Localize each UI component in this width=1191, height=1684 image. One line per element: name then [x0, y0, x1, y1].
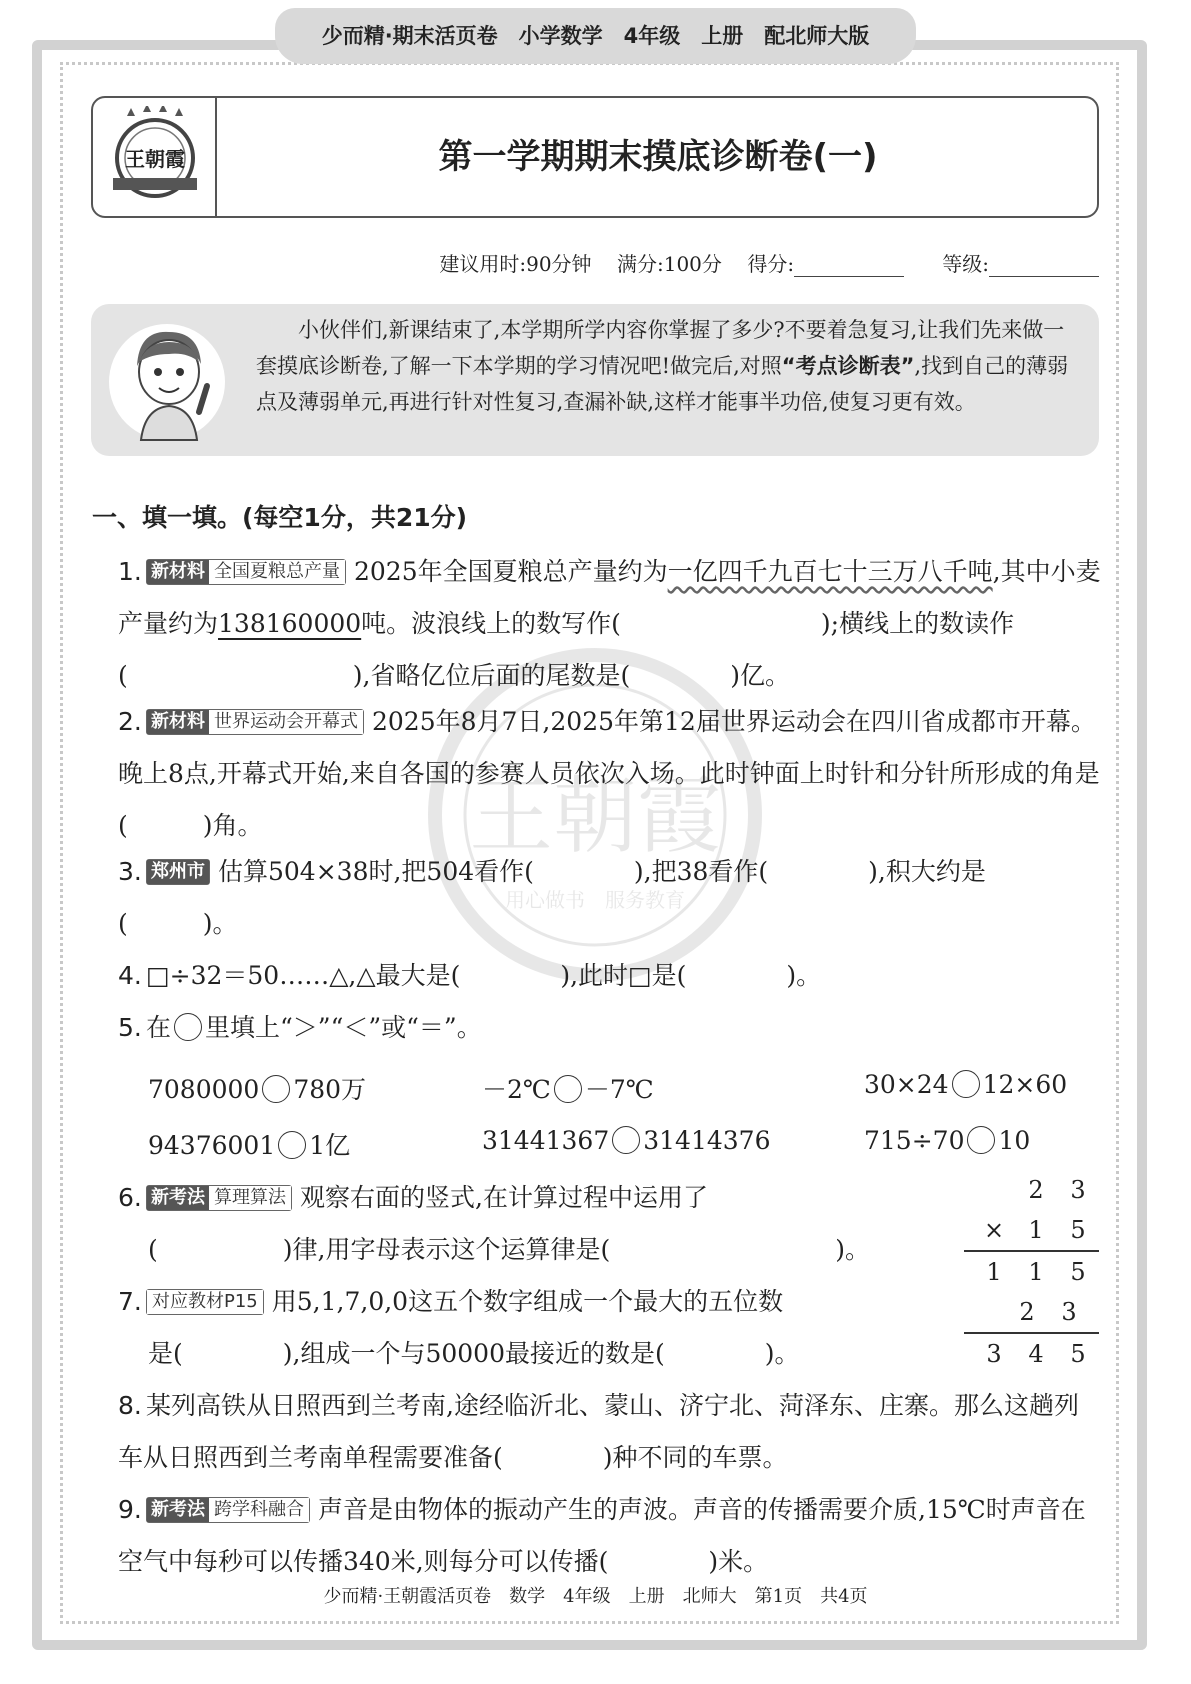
compare-item: 715÷70 10 [864, 1126, 1031, 1155]
intro-text [256, 312, 1079, 420]
q5-text-a: 在 [146, 1013, 172, 1042]
question-number: 2. [118, 707, 142, 736]
watermark-name: 王朝霞 [468, 767, 722, 865]
compare-item: 31441367 31414376 [482, 1126, 771, 1155]
underlined-number: 138160000 [218, 609, 362, 638]
question-3 [118, 846, 1103, 950]
question-number: 4. [118, 961, 142, 990]
answer-circle[interactable] [952, 1070, 980, 1098]
exam-meta [439, 248, 1099, 277]
time-suggestion: 建议用时:90分钟 [439, 252, 592, 276]
tag-region: 郑州市 [147, 860, 209, 884]
vertical-multiplication: 2 3 × 1 5 1 1 5 2 3 3 4 5 [964, 1170, 1099, 1374]
q5-text-b: 里填上“＞”“＜”或“＝”。 [205, 1013, 482, 1042]
question-number: 7. [118, 1287, 142, 1316]
compare-item: 7080000 780万 [148, 1075, 367, 1104]
header-banner: 少而精·期末活页卷 小学数学 4年级 上册 配北师大版 [275, 8, 916, 64]
answer-circle[interactable] [612, 1126, 640, 1154]
tag-type: 新考法 [147, 1186, 209, 1210]
page-title: 第一学期期末摸底诊断卷(一) [438, 137, 878, 177]
q2-text: 2025年8月7日,2025年第12届世界运动会在四川省成都市开幕。晚上8点,开幕式开始,来自各国的参赛人员依次入场。此时钟面上时针和分针所形成的角是( )角。 [118, 707, 1100, 840]
question-1 [118, 546, 1103, 702]
question-number: 8. [118, 1391, 142, 1420]
question-tag [146, 709, 364, 735]
q7-line2: 是( ),组成一个与50000最接近的数是( )。 [148, 1339, 800, 1368]
question-6 [118, 1172, 938, 1276]
question-9 [118, 1484, 1103, 1588]
question-8 [118, 1380, 1103, 1484]
compare-item: －2℃ －7℃ [482, 1075, 654, 1104]
q7-line1: 用5,1,7,0,0这五个数字组成一个最大的五位数 [271, 1287, 784, 1316]
tag-topic: 世界运动会开幕式 [209, 710, 363, 734]
question-4 [118, 950, 1103, 1002]
logo-icon [107, 106, 203, 206]
question-tag [146, 1185, 292, 1211]
compare-circle [174, 1013, 202, 1041]
boy-avatar-icon [107, 316, 227, 446]
q4-text: □÷32＝50……△,△最大是( ),此时□是( )。 [146, 961, 822, 990]
wavy-underlined-number: 一亿四千九百七十三万八千吨 [667, 557, 993, 586]
q9-text: 声音是由物体的振动产生的声波。声音的传播需要介质,15℃时声音在空气中每秒可以传播340米,则每分可以传播( )米。 [118, 1495, 1086, 1576]
tag-topic: 全国夏粮总产量 [209, 560, 345, 584]
tag-type: 新考法 [147, 1498, 209, 1522]
intro-box [91, 304, 1099, 456]
q1-text-c: 吨。波浪线上的数写作( );横线上的数读作( ),省略亿位后面的尾数是( )亿。 [118, 609, 1015, 690]
answer-circle[interactable] [278, 1131, 306, 1159]
question-number: 6. [118, 1183, 142, 1212]
answer-circle[interactable] [262, 1075, 290, 1103]
q1-text-a: 2025年全国夏粮总产量约为 [354, 557, 668, 586]
grade-label: 等级: [942, 252, 989, 276]
answer-circle[interactable] [967, 1126, 995, 1154]
full-score: 满分:100分 [616, 252, 722, 276]
score-label: 得分: [747, 252, 795, 276]
q6-line2: ( )律,用字母表示这个运算律是( )。 [148, 1235, 870, 1264]
question-tag [146, 859, 210, 885]
question-number: 9. [118, 1495, 142, 1524]
question-7 [118, 1276, 938, 1380]
q1-text-b: ,其中小麦产量约为 [118, 557, 1101, 638]
q6-line1: 观察右面的竖式,在计算过程中运用了 [300, 1183, 708, 1212]
tag-type: 新材料 [147, 560, 209, 584]
question-2 [118, 696, 1103, 852]
answer-circle[interactable] [554, 1075, 582, 1103]
page-footer: 少而精·王朝霞活页卷 数学 4年级 上册 北师大 第1页 共4页 [323, 1586, 868, 1607]
question-tag [146, 559, 346, 585]
tag-topic: 算理算法 [209, 1186, 291, 1210]
q3-text: 估算504×38时,把504看作( ),把38看作( ),积大约是( )。 [118, 857, 986, 938]
section-heading: 一、填一填。(每空1分，共21分) [92, 503, 468, 532]
compare-item: 94376001 1亿 [148, 1131, 351, 1160]
question-number: 5. [118, 1013, 142, 1042]
compare-item: 30×24 12×60 [864, 1070, 1068, 1099]
question-5 [118, 1002, 1103, 1054]
question-number: 3. [118, 857, 142, 886]
question-tag [146, 1497, 310, 1523]
watermark-slogan: 用心做书 服务教育 [505, 888, 685, 912]
tag-textbook: 对应教材P15 [147, 1290, 263, 1314]
q8-text: 某列高铁从日照西到兰考南,途经临沂北、蒙山、济宁北、菏泽东、庄寨。那么这趟列车从日照西到兰考南单程需要准备( )种不同的车票。 [118, 1391, 1079, 1472]
tag-topic: 跨学科融合 [209, 1498, 309, 1522]
question-tag [146, 1289, 264, 1315]
intro-part2: ,找到自己的薄弱点及薄弱单元,再进行针对性复习,查漏补缺,这样才能事半功倍,使复习更有效。 [256, 354, 1069, 414]
intro-part1: 小伙伴们,新课结束了,本学期所学内容你掌握了多少?不要着急复习,让我们先来做一套摸底诊断卷,了解一下本学期的学习情况吧!做完后,对照 [256, 318, 1065, 378]
tag-type: 新材料 [147, 710, 209, 734]
logo-divider [215, 98, 217, 216]
grade-blank[interactable] [989, 276, 1099, 277]
question-number: 1. [118, 557, 142, 586]
logo-text: 王朝霞 [125, 147, 185, 171]
score-blank[interactable] [794, 276, 904, 277]
intro-bold: “考点诊断表” [781, 354, 915, 378]
title-box [91, 96, 1099, 218]
